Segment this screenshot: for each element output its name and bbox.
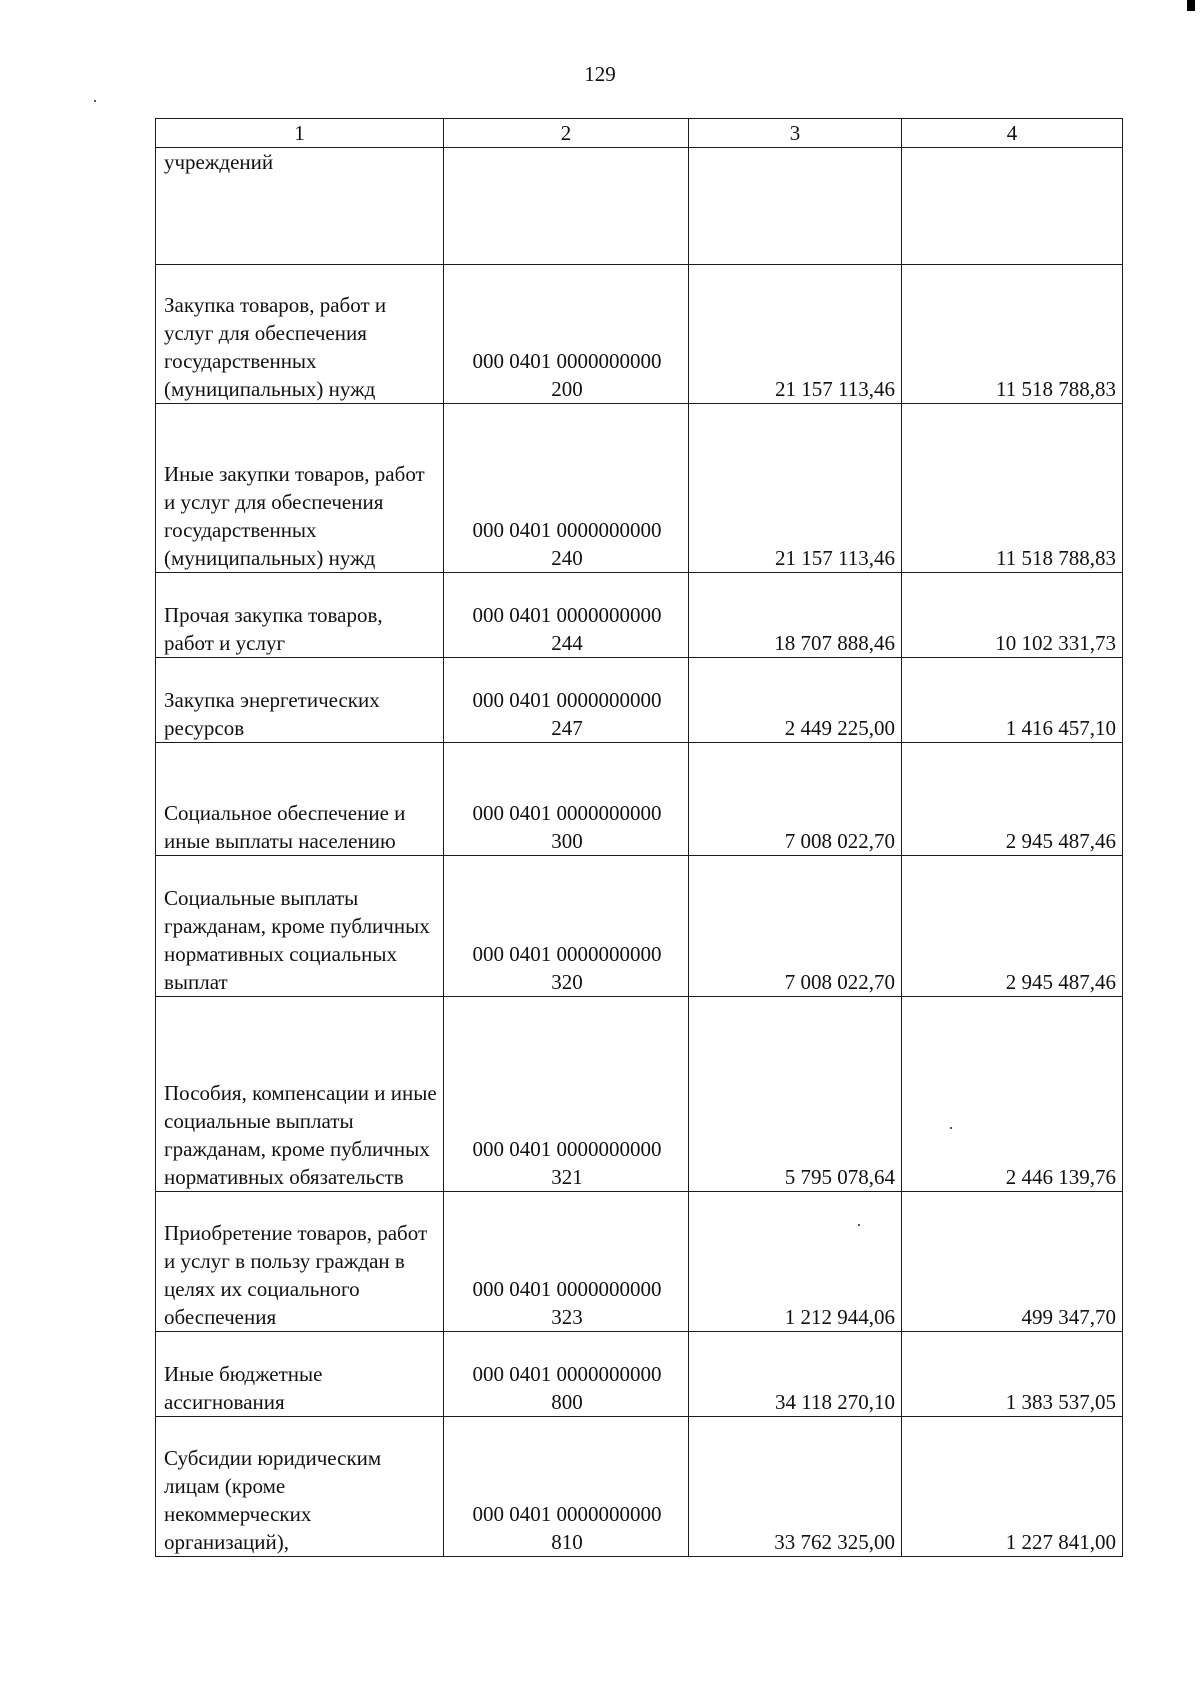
table-row bbox=[156, 658, 1123, 743]
code-prefix: 000 0401 0000000000 bbox=[472, 1502, 662, 1526]
row-code bbox=[444, 658, 689, 743]
code-suffix: 200 bbox=[551, 377, 583, 401]
table-header-row bbox=[156, 119, 1123, 148]
row-code bbox=[444, 1192, 689, 1332]
column-header: 1 bbox=[156, 119, 444, 148]
row-code bbox=[444, 743, 689, 856]
row-amount-fact: 2 945 487,46 bbox=[902, 856, 1123, 997]
row-code bbox=[444, 265, 689, 404]
budget-table bbox=[155, 118, 1123, 1557]
row-code bbox=[444, 1332, 689, 1417]
row-amount-plan: 34 118 270,10 bbox=[689, 1332, 902, 1417]
row-amount-plan: 33 762 325,00 bbox=[689, 1417, 902, 1557]
table-row bbox=[156, 997, 1123, 1192]
row-amount-fact: 10 102 331,73 bbox=[902, 573, 1123, 658]
code-suffix: 321 bbox=[551, 1165, 583, 1189]
row-amount-plan: 5 795 078,64 bbox=[689, 997, 902, 1192]
table-row bbox=[156, 1417, 1123, 1557]
row-name: учреждений bbox=[156, 148, 444, 265]
row-name: Иные бюджетные ассигнования bbox=[156, 1332, 444, 1417]
row-amount-plan: 18 707 888,46 bbox=[689, 573, 902, 658]
row-amount-plan bbox=[689, 148, 902, 265]
row-name: Закупка энергетических ресурсов bbox=[156, 658, 444, 743]
code-prefix: 000 0401 0000000000 bbox=[472, 603, 662, 627]
code-prefix: 000 0401 0000000000 bbox=[472, 1362, 662, 1386]
scan-edge-mark bbox=[1187, 0, 1195, 11]
row-amount-plan: 7 008 022,70 bbox=[689, 743, 902, 856]
row-amount-fact: 1 416 457,10 bbox=[902, 658, 1123, 743]
row-name: Социальное обеспечение и иные выплаты населению bbox=[156, 743, 444, 856]
scan-speck bbox=[94, 100, 96, 102]
row-amount-fact: 2 446 139,76 bbox=[902, 997, 1123, 1192]
code-prefix: 000 0401 0000000000 bbox=[472, 1137, 662, 1161]
row-amount-plan: 7 008 022,70 bbox=[689, 856, 902, 997]
code-prefix: 000 0401 0000000000 bbox=[472, 349, 662, 373]
row-name: Приобретение товаров, работ и услуг в пользу граждан в целях их социального обеспечения bbox=[156, 1192, 444, 1332]
table-row bbox=[156, 1192, 1123, 1332]
row-code bbox=[444, 573, 689, 658]
table-row bbox=[156, 404, 1123, 573]
row-amount-fact: 1 227 841,00 bbox=[902, 1417, 1123, 1557]
row-code bbox=[444, 148, 689, 265]
row-code bbox=[444, 1417, 689, 1557]
table-row bbox=[156, 743, 1123, 856]
table-row bbox=[156, 1332, 1123, 1417]
code-suffix: 323 bbox=[551, 1305, 583, 1329]
row-name: Прочая закупка товаров, работ и услуг bbox=[156, 573, 444, 658]
row-amount-plan: 21 157 113,46 bbox=[689, 265, 902, 404]
row-amount-plan: 21 157 113,46 bbox=[689, 404, 902, 573]
code-suffix: 810 bbox=[551, 1530, 583, 1554]
row-name: Социальные выплаты гражданам, кроме публичных нормативных социальных выплат bbox=[156, 856, 444, 997]
row-amount-fact: 11 518 788,83 bbox=[902, 404, 1123, 573]
row-amount-plan: 1 212 944,06 bbox=[689, 1192, 902, 1332]
row-code bbox=[444, 404, 689, 573]
row-amount-fact: 2 945 487,46 bbox=[902, 743, 1123, 856]
column-header: 2 bbox=[444, 119, 689, 148]
code-prefix: 000 0401 0000000000 bbox=[472, 1277, 662, 1301]
code-suffix: 244 bbox=[551, 631, 583, 655]
row-amount-fact bbox=[902, 148, 1123, 265]
row-code bbox=[444, 856, 689, 997]
table-row bbox=[156, 265, 1123, 404]
code-suffix: 240 bbox=[551, 546, 583, 570]
table-row bbox=[156, 573, 1123, 658]
table-row bbox=[156, 148, 1123, 265]
code-suffix: 800 bbox=[551, 1390, 583, 1414]
row-name: Иные закупки товаров, работ и услуг для обеспечения государственных (муниципальных) нужд bbox=[156, 404, 444, 573]
row-name: Закупка товаров, работ и услуг для обеспечения государственных (муниципальных) нужд bbox=[156, 265, 444, 404]
code-prefix: 000 0401 0000000000 bbox=[472, 942, 662, 966]
row-name: Субсидии юридическим лицам (кроме некоммерческих организаций), bbox=[156, 1417, 444, 1557]
row-amount-fact: 499 347,70 bbox=[902, 1192, 1123, 1332]
code-suffix: 300 bbox=[551, 829, 583, 853]
row-amount-fact: 11 518 788,83 bbox=[902, 265, 1123, 404]
row-amount-fact: 1 383 537,05 bbox=[902, 1332, 1123, 1417]
code-prefix: 000 0401 0000000000 bbox=[472, 801, 662, 825]
row-amount-plan: 2 449 225,00 bbox=[689, 658, 902, 743]
column-header: 4 bbox=[902, 119, 1123, 148]
table-row bbox=[156, 856, 1123, 997]
code-suffix: 320 bbox=[551, 970, 583, 994]
code-prefix: 000 0401 0000000000 bbox=[472, 518, 662, 542]
column-header: 3 bbox=[689, 119, 902, 148]
page-number: 129 bbox=[584, 62, 616, 86]
code-suffix: 247 bbox=[551, 716, 583, 740]
row-code bbox=[444, 997, 689, 1192]
row-name: Пособия, компенсации и иные социальные выплаты гражданам, кроме публичных нормативных обязательств bbox=[156, 997, 444, 1192]
code-prefix: 000 0401 0000000000 bbox=[472, 688, 662, 712]
